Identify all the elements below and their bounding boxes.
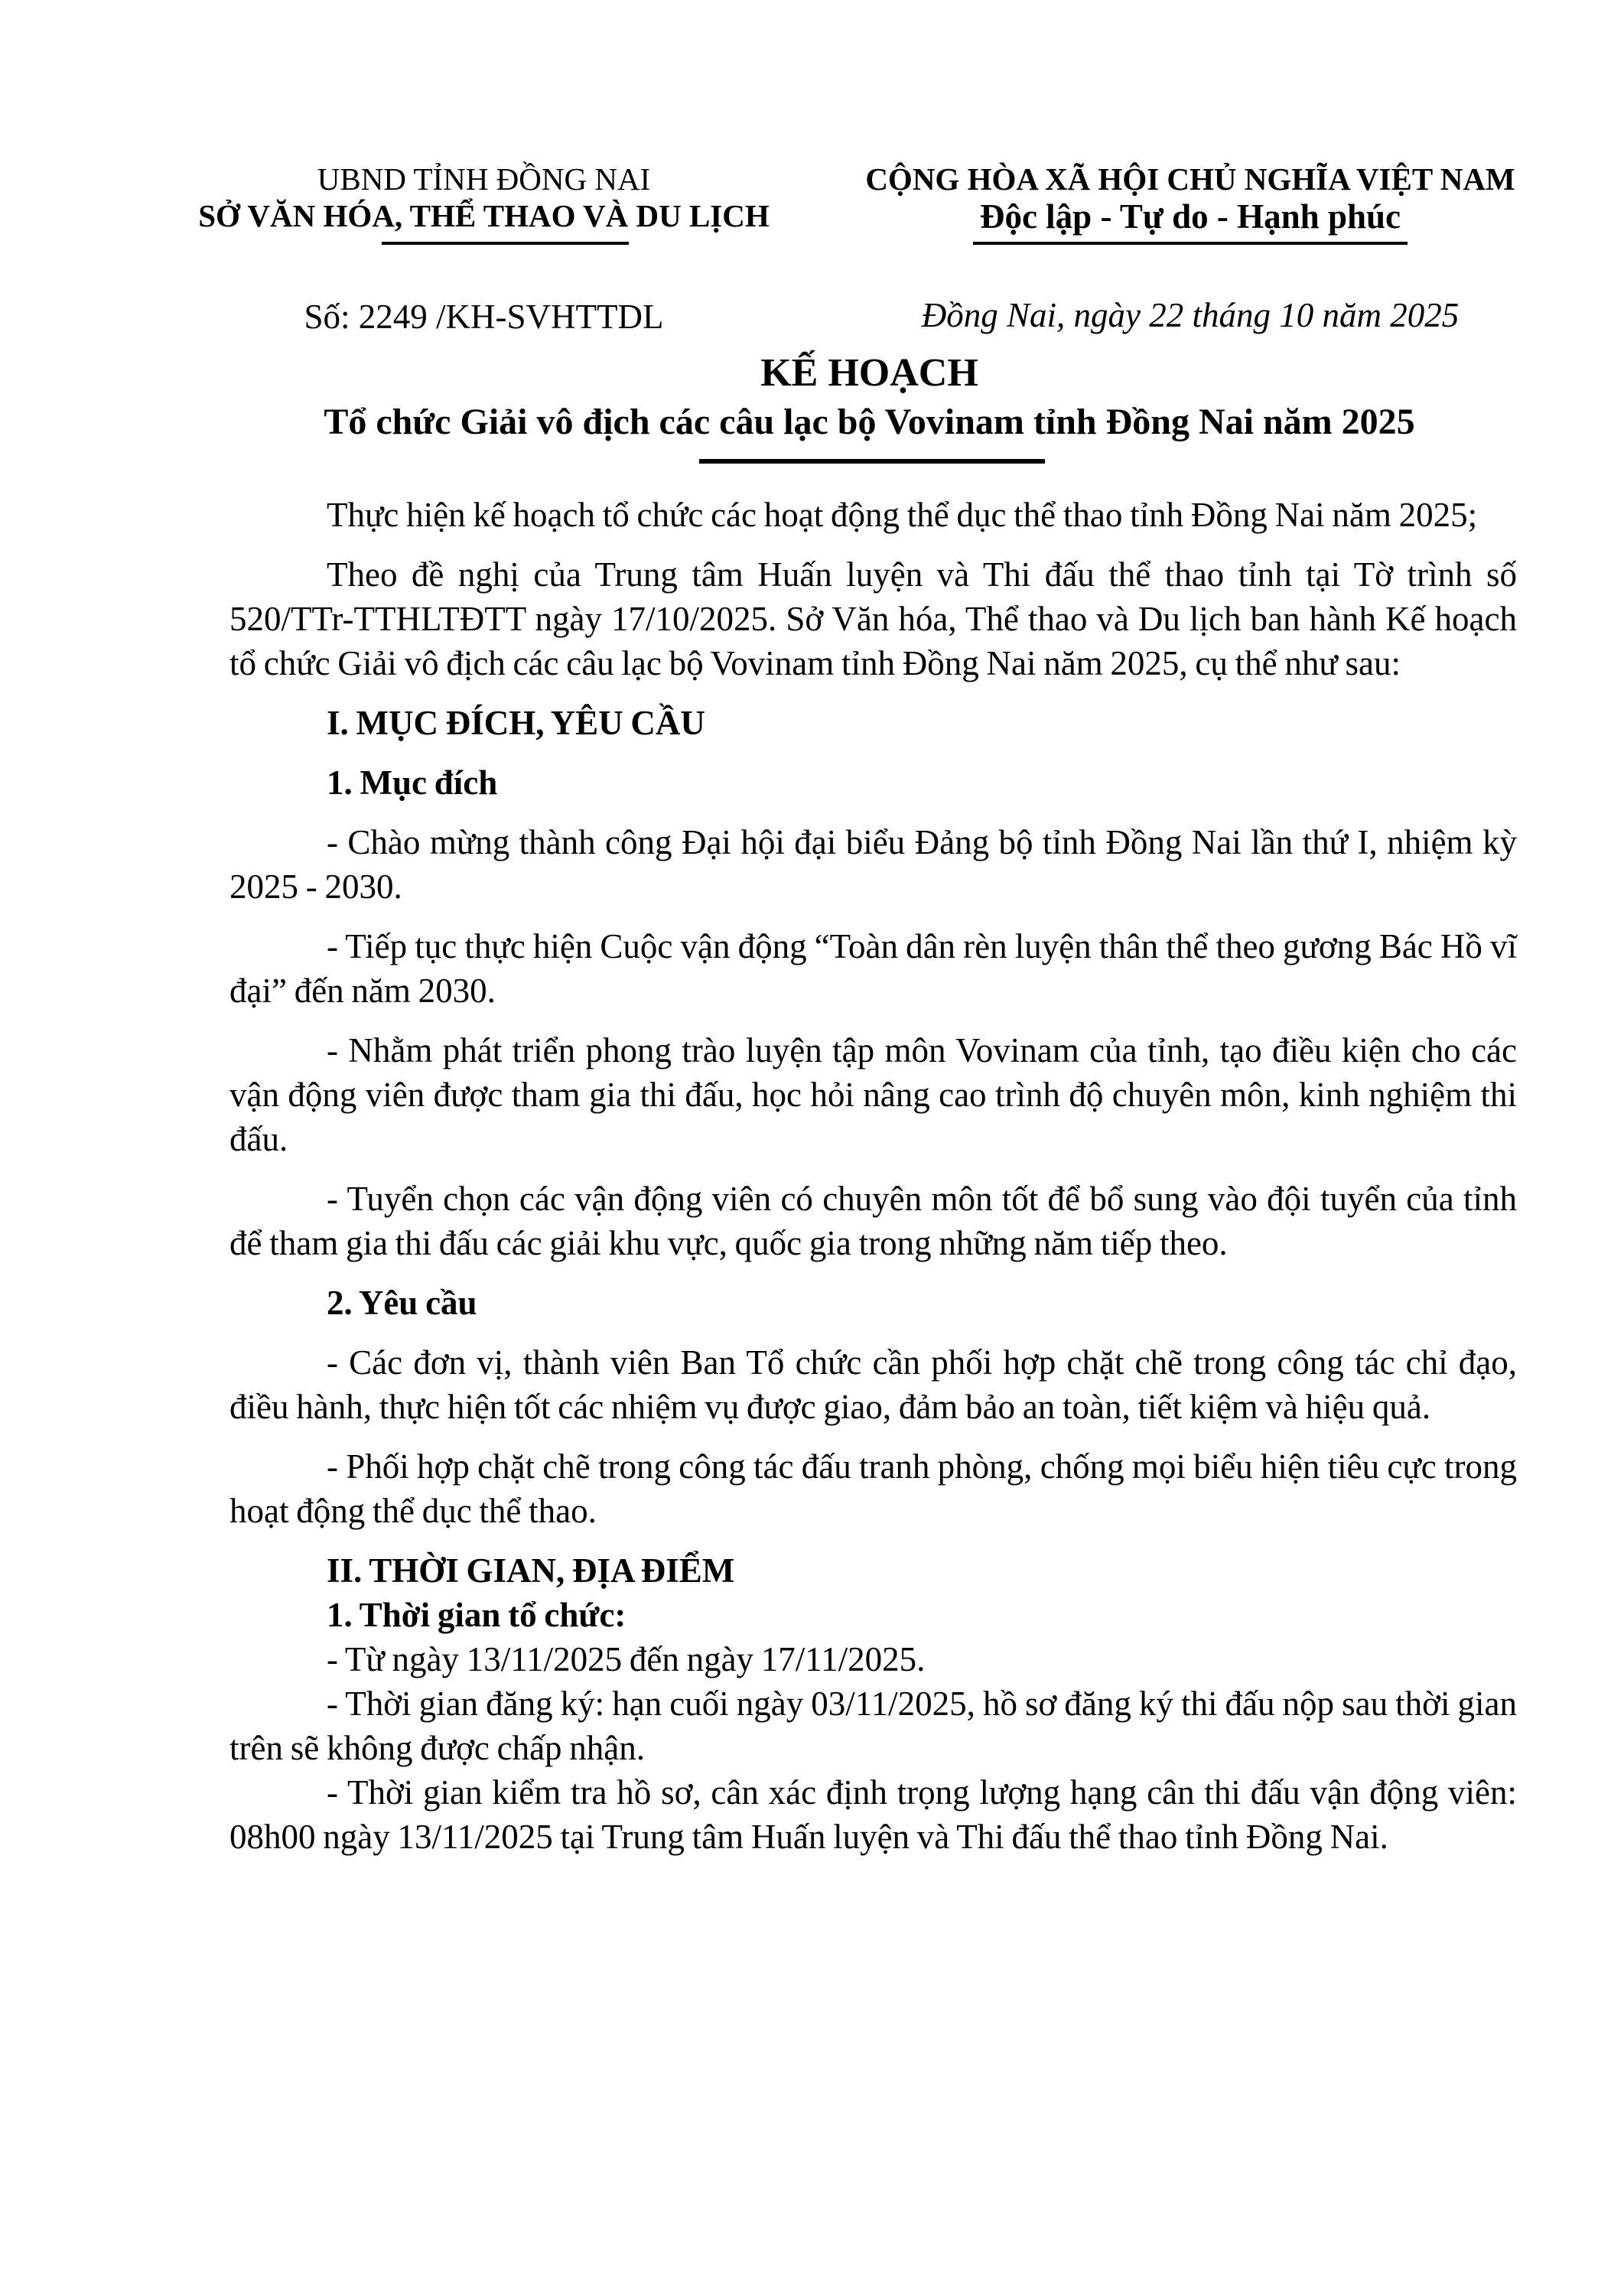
title-rule <box>699 459 1045 464</box>
national-motto: Độc lập - Tự do - Hạnh phúc <box>979 197 1401 236</box>
section-heading: 1. Mục đích <box>327 763 498 802</box>
national-motto-block <box>861 161 1519 337</box>
paragraph: - Thời gian đăng ký: hạn cuối ngày 03/11/2025, hồ sơ đăng ký thi đấu nộp sau thời gian trên sẽ không được chấp nhận. <box>229 1685 1517 1767</box>
paragraph: - Phối hợp chặt chẽ trong công tác đấu tranh phòng, chống mọi biểu hiện tiêu cực trong hoạt động thể dục thể thao. <box>229 1447 1517 1530</box>
paragraph: Thực hiện kế hoạch tổ chức các hoạt động thể dục thể thao tỉnh Đồng Nai năm 2025; <box>327 496 1478 534</box>
national-title: CỘNG HÒA XÃ HỘI CHỦ NGHĨA VIỆT NAM <box>865 161 1515 197</box>
paragraph: - Chào mừng thành công Đại hội đại biểu Đảng bộ tỉnh Đồng Nai lần thứ I, nhiệm kỳ 2025 - 2030. <box>229 823 1517 906</box>
section-heading: II. THỜI GIAN, ĐỊA ĐIỂM <box>327 1551 735 1590</box>
paragraph: - Tiếp tục thực hiện Cuộc vận động “Toàn dân rèn luyện thân thể theo gương Bác Hồ vĩ đại” đến năm 2030. <box>229 927 1517 1010</box>
paragraph: Theo đề nghị của Trung tâm Huấn luyện và Thi đấu thể thao tỉnh tại Tờ trình số 520/TTr-TTHLTĐTT ngày 17/10/2025. Sở Văn hóa, Thể thao và Du lịch ban hành Kế hoạch tổ chức Giải vô địch các câu lạc bộ Vovinam tỉnh Đồng Nai năm 2025, cụ thể như sau: <box>229 555 1517 682</box>
paragraph: - Nhằm phát triển phong trào luyện tập môn Vovinam của tỉnh, tạo điều kiện cho các vận động viên được tham gia thi đấu, học hỏi nâng cao trình độ chuyên môn, kinh nghiệm thi đấu. <box>229 1031 1517 1158</box>
section-heading: 2. Yêu cầu <box>327 1284 477 1322</box>
document-body <box>229 493 1517 1859</box>
document-title-block <box>57 349 1624 464</box>
issuing-agency-rule <box>382 242 629 245</box>
place-date-line: Đồng Nai, ngày 22 tháng 10 năm 2025 <box>921 296 1460 334</box>
issuing-agency-block <box>115 161 853 337</box>
issuing-agency-name: SỞ VĂN HÓA, THỂ THAO VÀ DU LỊCH <box>198 198 770 233</box>
paragraph: - Từ ngày 13/11/2025 đến ngày 17/11/2025. <box>327 1640 926 1678</box>
document-header <box>0 0 1624 337</box>
paragraph: - Tuyển chọn các vận động viên có chuyên môn tốt để bổ sung vào đội tuyển của tỉnh để tham gia thi đấu các giải khu vực, quốc gia trong những năm tiếp theo. <box>229 1180 1517 1262</box>
issuing-agency-parent: UBND TỈNH ĐỒNG NAI <box>317 161 651 197</box>
document-subtitle: Tổ chức Giải vô địch các câu lạc bộ Vovinam tỉnh Đồng Nai năm 2025 <box>324 402 1415 442</box>
paragraph: - Các đơn vị, thành viên Ban Tổ chức cần phối hợp chặt chẽ trong công tác chỉ đạo, điều hành, thực hiện tốt các nhiệm vụ được giao, đảm bảo an toàn, tiết kiệm và hiệu quả. <box>229 1343 1517 1426</box>
section-heading: I. MỤC ĐÍCH, YÊU CẦU <box>327 704 705 742</box>
document-title: KẾ HOẠCH <box>760 351 978 395</box>
section-heading: 1. Thời gian tổ chức: <box>327 1596 626 1634</box>
paragraph: - Thời gian kiểm tra hồ sơ, cân xác định trọng lượng hạng cân thi đấu vận động viên: 08h00 ngày 13/11/2025 tại Trung tâm Huấn luyện và Thi đấu thể thao tỉnh Đồng Nai. <box>229 1773 1517 1856</box>
national-motto-rule <box>973 242 1408 245</box>
document-number: Số: 2249 /KH-SVHTTDL <box>304 298 664 336</box>
